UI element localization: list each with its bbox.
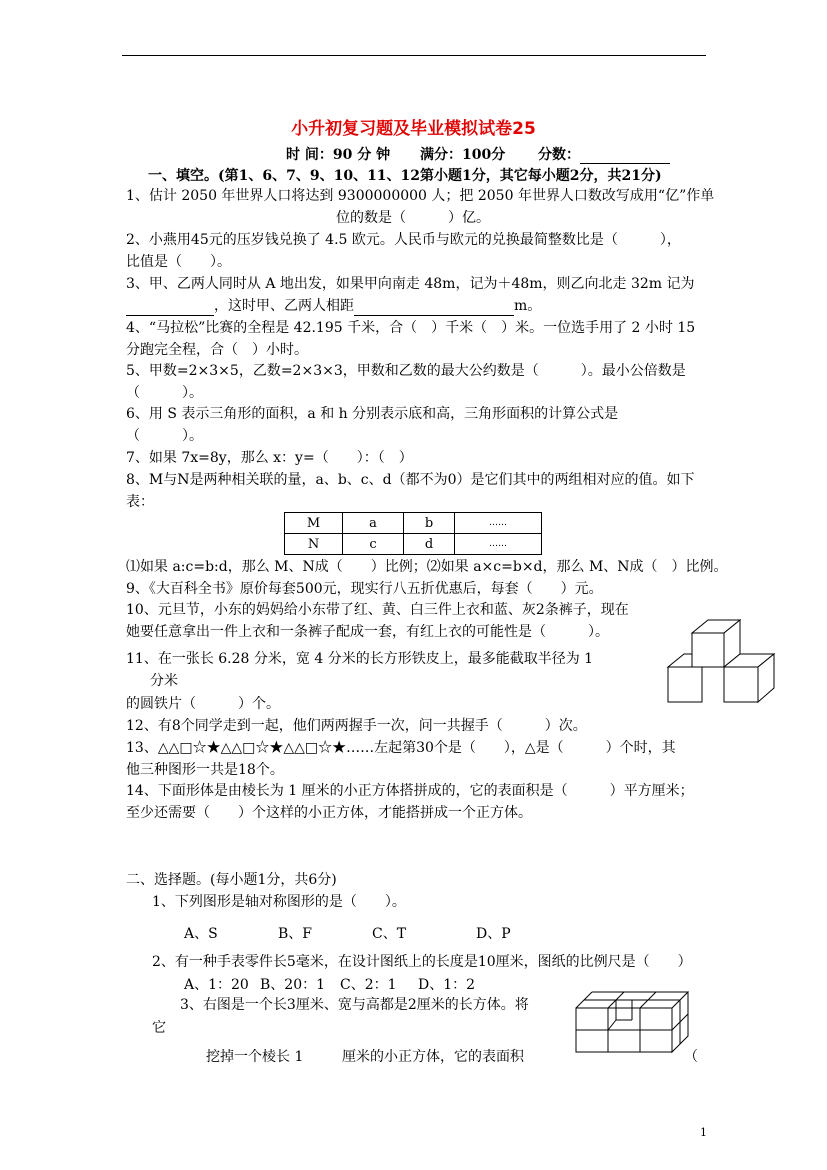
mn-table — [284, 512, 542, 555]
time-label: 时 间：90 分 钟 — [286, 147, 391, 163]
page-number: 1 — [700, 1126, 707, 1139]
s2-q1-option-d[interactable]: D、P — [476, 926, 511, 942]
table-row — [285, 513, 542, 534]
table-cell: M — [285, 513, 343, 534]
q8-line3: ⑴如果 a:c=b:d，那么 M、N成（ ）比例；⑵如果 a×c=b×d，那么 M、N成（ ）比例。 — [126, 559, 728, 575]
q7-line: 7、如果 7x=8y，那么 x：y=（ ）：（ ） — [126, 450, 413, 466]
q9-line: 9、《大百科全书》原价每套500元，现实行八五折优惠后，每套（ ）元。 — [126, 581, 603, 597]
q5-line2: （ ）。 — [126, 385, 203, 401]
q3-line1: 3、甲、乙两人同时从 A 地出发，如果甲向南走 48m，记为＋48m，则乙向北走 32m 记为 — [126, 276, 695, 292]
q4-line1: 4、“马拉松”比赛的全程是 42.195 千米，合（ ）千米（ ）米。一位选手用了 2 小时 15 — [126, 320, 696, 336]
s2-q3-line3-part3: （ — [684, 1049, 698, 1065]
s2-q3-line2: 它 — [152, 1020, 166, 1036]
cube-stack-figure — [664, 618, 780, 704]
q3-blank1[interactable] — [126, 299, 214, 316]
s2-q3-line1: 3、右图是一个长3厘米、宽与高都是2厘米的长方体。将 — [180, 997, 529, 1013]
q11-line2: 分米 — [150, 673, 178, 689]
s2-q1-option-b[interactable]: B、F — [278, 926, 313, 942]
table-cell: c — [343, 534, 404, 555]
q13-line1: 13、△△□☆★△△□☆★△△□☆★……左起第30个是（ ），△是（ ）个时，其 — [126, 740, 676, 756]
s2-q1-line: 1、下列图形是轴对称图形的是（ ）。 — [152, 894, 406, 910]
section2-heading: 二、选择题。(每小题1分，共6分) — [126, 872, 337, 888]
q1-line2: 位的数是（ ）亿。 — [336, 210, 490, 226]
table-row — [285, 534, 542, 555]
s2-q2-option-a[interactable]: A、1：20 — [184, 977, 249, 993]
s2-q2-option-b[interactable]: B、20：1 — [260, 977, 326, 993]
q11-line1: 11、在一张长 6.28 分米，宽 4 分米的长方形铁皮上，最多能截取半径为 1 — [126, 651, 594, 667]
table-cell: N — [285, 534, 343, 555]
q10-line2: 她要任意拿出一件上衣和一条裤子配成一套，有红上衣的可能性是（ ）。 — [126, 624, 609, 640]
score-blank[interactable] — [580, 149, 670, 164]
q2-line1: 2、小燕用45元的压岁钱兑换了 4.5 欧元。人民币与欧元的兑换最简整数比是（ ）， — [126, 232, 681, 248]
q4-line2: 分跑完全程，合（ ）小时。 — [126, 342, 308, 358]
s2-q3-line3-part1: 挖掉一个棱长 1 — [206, 1049, 304, 1065]
table-cell: …… — [455, 534, 542, 555]
q1-line1: 1、估计 2050 年世界人口将达到 9300000000 人；把 2050 年世界人口数改写成用“亿”作单 — [126, 188, 715, 204]
s2-q3-line3-part2: 厘米的小正方体，它的表面积 — [342, 1049, 524, 1065]
q11-line3: 的圆铁片（ ）个。 — [126, 696, 280, 712]
q6-line2: （ ）。 — [126, 428, 203, 444]
q5-line1: 5、甲数=2×3×5，乙数=2×3×3，甲数和乙数的最大公约数是（ ）。最小公倍数是 — [126, 363, 686, 379]
score-label: 分数： — [538, 144, 670, 164]
table-cell: a — [343, 513, 404, 534]
full-score-label: 满分：100分 — [420, 147, 506, 163]
s2-q2-line: 2、有一种手表零件长5毫米，在设计图纸上的长度是10厘米，图纸的比例尺是（ ） — [152, 954, 692, 970]
s2-q1-option-c[interactable]: C、T — [372, 926, 407, 942]
table-cell: …… — [455, 513, 542, 534]
q14-line1: 14、下面形体是由棱长为 1 厘米的小正方体搭拼成的，它的表面积是（ ）平方厘米； — [126, 783, 694, 799]
table-cell: d — [404, 534, 455, 555]
s2-q2-option-d[interactable]: D、1：2 — [418, 977, 476, 993]
q10-line1: 10、元旦节，小东的妈妈给小东带了红、黄、白三件上衣和蓝、灰2条裤子，现在 — [126, 602, 629, 618]
q3-line2: ，这时甲、乙两人相距 m。 — [126, 296, 541, 316]
s2-q1-option-a[interactable]: A、S — [184, 926, 218, 942]
q8-line2: 表： — [126, 494, 154, 510]
q14-line2: 至少还需要（ ）个这样的小正方体，才能搭拼成一个正方体。 — [126, 805, 532, 821]
section1-heading: 一、填空。(第1、6、7、9、10、11、12第小题1分，其它每小题2分，共21分) — [148, 168, 662, 184]
s2-q2-option-c[interactable]: C、2：1 — [340, 977, 397, 993]
cuboid-figure — [572, 990, 692, 1054]
header-rule — [122, 55, 706, 56]
table-cell: b — [404, 513, 455, 534]
q13-line2: 他三种图形一共是18个。 — [126, 762, 284, 778]
q12-line: 12、有8个同学走到一起，他们两两握手一次，问一共握手（ ）次。 — [126, 718, 587, 734]
page-title: 小升初复习题及毕业模拟试卷25 — [291, 119, 536, 139]
q8-line1: 8、M与N是两种相关联的量，a、b、c、d（都不为0）是它们其中的两组相对应的值。如下 — [126, 472, 695, 488]
q2-line2: 比值是（ ）。 — [126, 254, 231, 270]
q6-line1: 6、用 S 表示三角形的面积，a 和 h 分别表示底和高，三角形面积的计算公式是 — [126, 406, 619, 422]
q3-blank2[interactable] — [354, 299, 514, 316]
